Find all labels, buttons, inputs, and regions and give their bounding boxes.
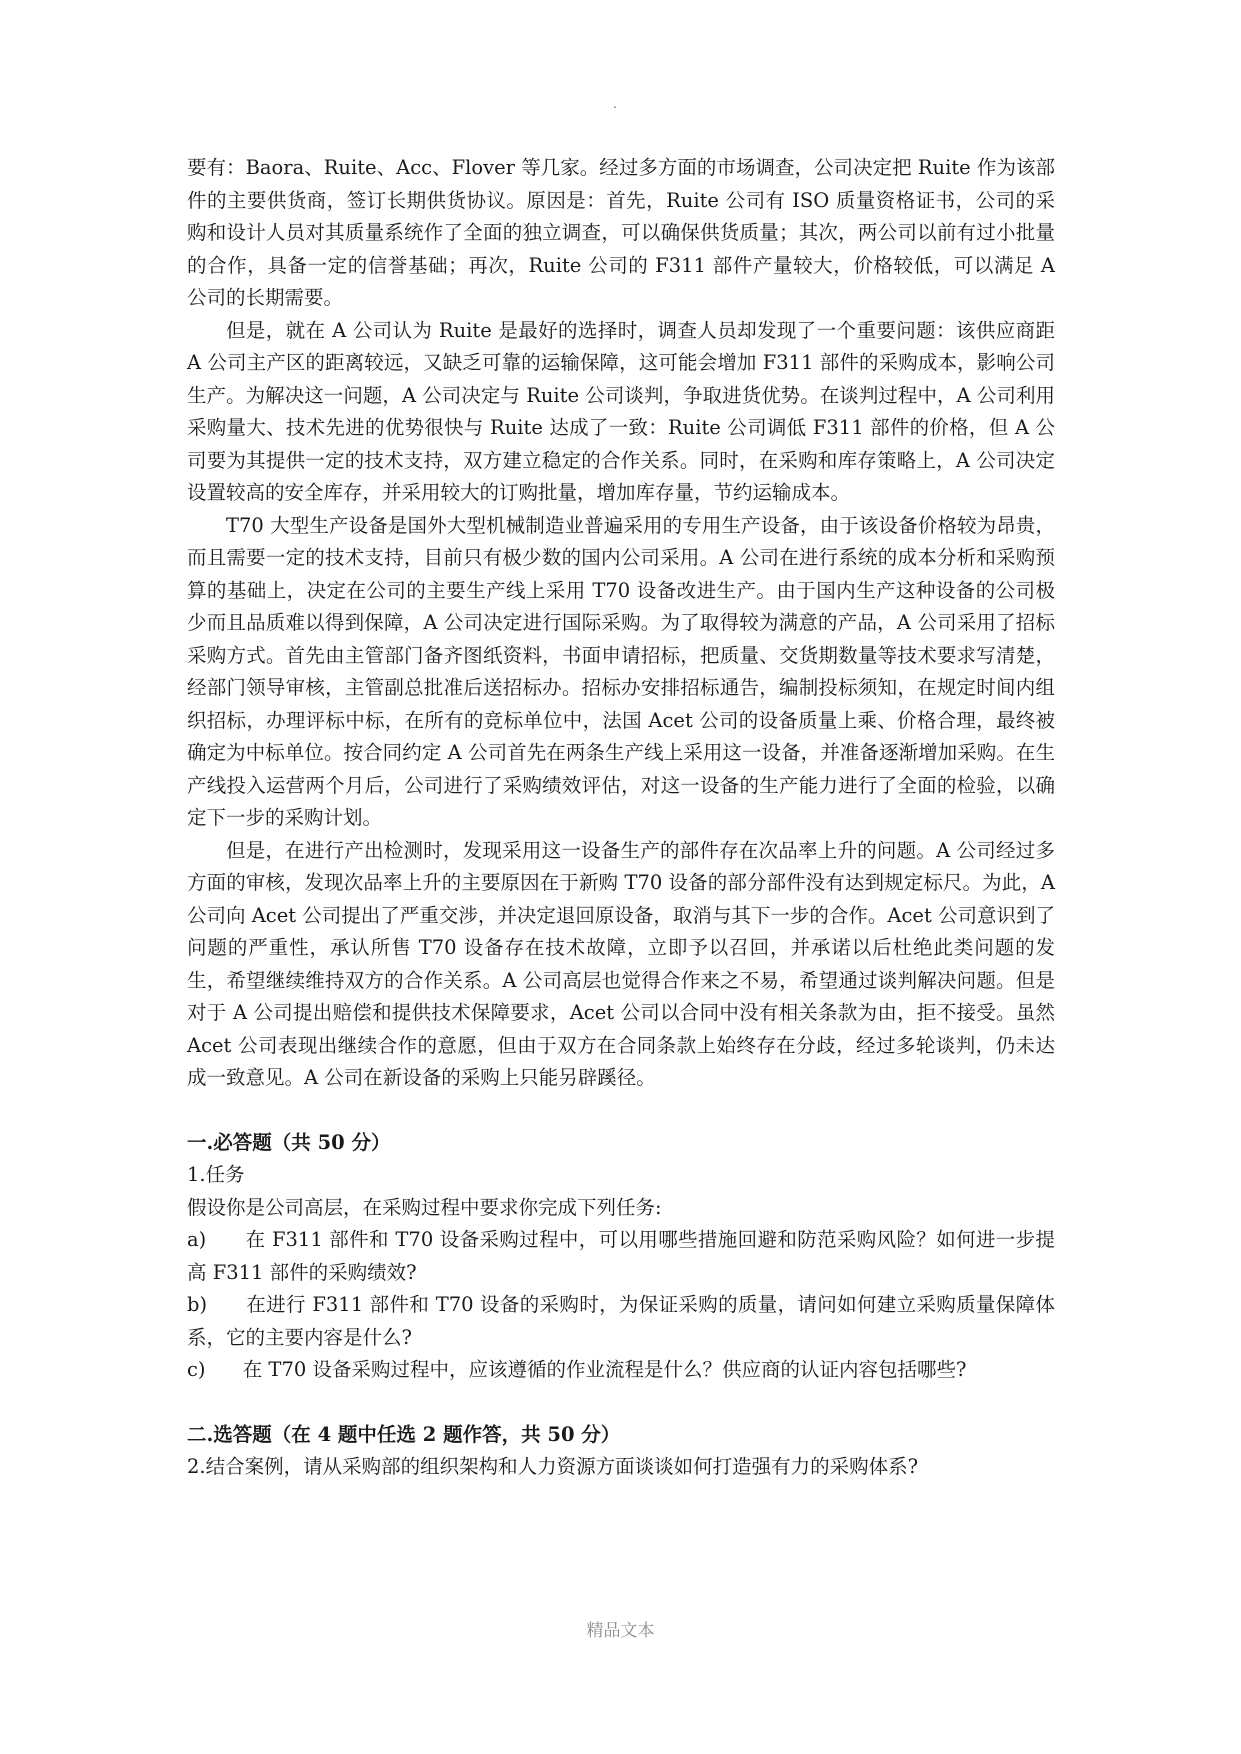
- task-text: 在进行 F311 部件和 T70 设备的采购时，为保证采购的质量，请问如何建立采购质量保障体系，它的主要内容是什么?: [187, 1293, 1055, 1349]
- section-gap: [187, 1095, 1055, 1127]
- document-body: [187, 152, 1055, 1484]
- task-label: 1.任务: [187, 1163, 245, 1186]
- section1-heading: 一.必答题（共 50 分）: [187, 1130, 391, 1154]
- page-footer: 精品文本: [586, 1621, 655, 1641]
- task-intro: 假设你是公司高层，在采购过程中要求你完成下列任务:: [187, 1195, 662, 1219]
- paragraph-suppliers: 要有：Baora、Ruite、Acc、Flover 等几家。经过多方面的市场调查，公司决定把 Ruite 作为该部件的主要供货商，签订长期供货协议。原因是：首先，Ruite 公司有 ISO 质量资格证书，公司的采购和设计人员对其质量系统作了全面的独立调查，可以确保供货质量；其次，两公司以前有过小批量的合作，具备一定的信誉基础；再次，Ruite 公司的 F311 部件产量较大，价格较低，可以满足 A 公司的长期需要。: [187, 156, 1055, 309]
- section-gap: [187, 1387, 1055, 1419]
- paragraph-acet-dispute: 但是，在进行产出检测时，发现采用这一设备生产的部件存在次品率上升的问题。A 公司经过多方面的审核，发现次品率上升的主要原因在于新购 T70 设备的部分部件没有达到规定标尺。为此，A 公司向 Acet 公司提出了严重交涉，并决定退回原设备，取消与其下一步的合作。Acet 公司意识到了问题的严重性，承认所售 T70 设备存在技术故障，立即予以召回，并承诺以后杜绝此类问题的发生，希望继续维持双方的合作关系。A 公司高层也觉得合作来之不易，希望通过谈判解决问题。但是对于 A 公司提出赔偿和提供技术保障要求，Acet 公司以合同中没有相关条款为由，拒不接受。虽然 Acet 公司表现出继续合作的意愿，但由于双方在合同条款上始终存在分歧，经过多轮谈判，仍未达成一致意见。A 公司在新设备的采购上只能另辟蹊径。: [187, 838, 1055, 1089]
- task-marker: b): [187, 1293, 208, 1316]
- task-list: [187, 1224, 1055, 1387]
- task-marker: c): [187, 1358, 206, 1381]
- task-item-a: [187, 1224, 1055, 1289]
- task-item-c: [187, 1354, 1055, 1387]
- task-item-b: [187, 1289, 1055, 1354]
- task-marker: a): [187, 1228, 207, 1251]
- task-text: 在 T70 设备采购过程中，应该遵循的作业流程是什么？供应商的认证内容包括哪些?: [242, 1358, 967, 1381]
- task-text: 在 F311 部件和 T70 设备采购过程中，可以用哪些措施回避和防范采购风险？如何进一步提高 F311 部件的采购绩效?: [187, 1228, 1055, 1284]
- paragraph-ruite-negotiation: 但是，就在 A 公司认为 Ruite 是最好的选择时，调查人员却发现了一个重要问题：该供应商距 A 公司主产区的距离较远，又缺乏可靠的运输保障，这可能会增加 F311 部件的采购成本，影响公司生产。为解决这一问题，A 公司决定与 Ruite 公司谈判，争取进货优势。在谈判过程中，A 公司利用采购量大、技术先进的优势很快与 Ruite 达成了一致：Ruite 公司调低 F311 部件的价格，但 A 公司要为其提供一定的技术支持，双方建立稳定的合作关系。同时，在采购和库存策略上，A 公司决定设置较高的安全库存，并采用较大的订购批量，增加库存量，节约运输成本。: [187, 318, 1055, 504]
- section2-heading: 二.选答题（在 4 题中任选 2 题作答，共 50 分）: [187, 1422, 621, 1446]
- question-2: 2.结合案例，请从采购部的组织架构和人力资源方面谈谈如何打造强有力的采购体系?: [187, 1455, 919, 1478]
- top-mark: .: [613, 97, 617, 111]
- paragraph-t70-procurement: T70 大型生产设备是国外大型机械制造业普遍采用的专用生产设备，由于该设备价格较为昂贵，而且需要一定的技术支持，目前只有极少数的国内公司采用。A 公司在进行系统的成本分析和采购预算的基础上，决定在公司的主要生产线上采用 T70 设备改进生产。由于国内生产这种设备的公司极少而且品质难以得到保障，A 公司决定进行国际采购。为了取得较为满意的产品，A 公司采用了招标采购方式。首先由主管部门备齐图纸资料，书面申请招标，把质量、交货期数量等技术要求写清楚，经部门领导审核，主管副总批准后送招标办。招标办安排招标通告，编制投标须知，在规定时间内组织招标，办理评标中标，在所有的竞标单位中，法国 Acet 公司的设备质量上乘、价格合理，最终被确定为中标单位。按合同约定 A 公司首先在两条生产线上采用这一设备，并准备逐渐增加采购。在生产线投入运营两个月后，公司进行了采购绩效评估，对这一设备的生产能力进行了全面的检验，以确定下一步的采购计划。: [187, 513, 1055, 829]
